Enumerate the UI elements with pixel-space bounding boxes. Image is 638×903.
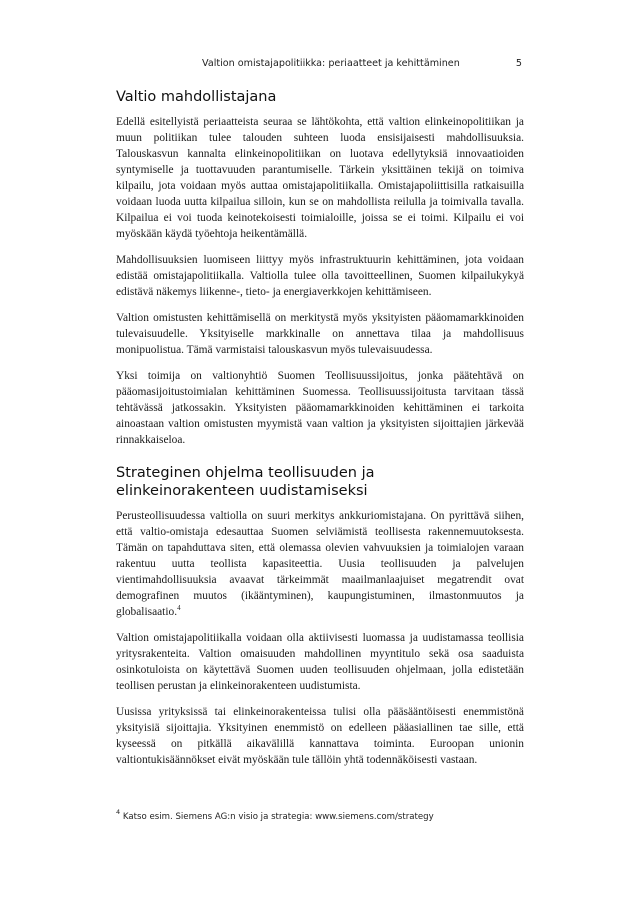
paragraph — [116, 508, 524, 620]
heading-line-1: Strateginen ohjelma teollisuuden ja — [116, 465, 375, 481]
paragraph-text: Perusteollisuudessa valtiolla on suuri merkitys ankkuriomistajana. On pyrittävä siihen, että valtio-omistaja edesauttaa Suomen selviämistä teollisesta rakennemuutoksesta. Tämän on tapahduttava siten, että olemassa olevien vahvuuksien ja toimialojen varaan rakentuu uutta teollista kapasiteettia. Uusia teollisuuden ja palvelujen vientimahdollisuuksia avaavat tärkeimmät maailmanlaajuiset megatrendit ovat demografinen muutos (ikääntyminen), kaupungistuminen, ilmastonmuutos ja globalisaatio. — [116, 510, 524, 618]
footnote — [116, 808, 536, 822]
footnote-reference[interactable]: 4 — [177, 604, 181, 613]
paragraph: Valtion omistajapolitiikalla voidaan olla aktiivisesti luomassa ja uudistamassa teollisia yritysrakenteita. Valtion omaisuuden mahdollinen myyntitulo sekä osa saaduista osinkotuloista on käytettävä Suomen uuden teollisuuden ohjelmaan, jolla edistetään teollisen perustan ja elinkeinorakenteen uudistumista. — [116, 632, 524, 692]
paragraph: Uusissa yrityksissä tai elinkeinorakenteissa tulisi olla pääsääntöisesti enemmistönä yksityisiä sijoittajia. Yksityinen enemmistö on edelleen pääasiallinen tae sille, että kyseessä on pitkällä aikavälillä kannattava toiminta. Euroopan unionin valtiontukisäännökset eivät myöskään tule tällöin yhtä todennäköisesti vastaan. — [116, 706, 524, 766]
page-number: 5 — [515, 58, 522, 69]
paragraph: Mahdollisuuksien luomiseen liittyy myös infrastruktuurin kehittäminen, jota voidaan edistää omistajapolitiikalla. Valtiolla tulee olla tavoitteellinen, Suomen kilpailukykyä edistävä näkemys liikenne-, tieto- ja energiaverkkojen kehittämiseen. — [116, 254, 524, 298]
paragraph: Valtion omistusten kehittämisellä on merkitystä myös yksityisten pääomamarkkinoiden tulevaisuudelle. Yksityiselle markkinalle on annettava tilaa ja mahdollisuus monipuolistua. Tämä varmistaisi talouskasvun myös tulevaisuudessa. — [116, 312, 524, 356]
section-heading-strateginen-ohjelma — [116, 464, 524, 500]
running-title: Valtion omistajapolitiikka: periaatteet ja kehittäminen — [202, 58, 460, 69]
page-body — [116, 88, 524, 778]
footnote-text: Katso esim. Siemens AG:n visio ja strategia: www.siemens.com/strategy — [122, 812, 434, 822]
footnote-number: 4 — [116, 808, 121, 816]
section-heading-valtio-mahdollistajana: Valtio mahdollistajana — [116, 89, 277, 105]
paragraph: Edellä esitellyistä periaatteista seuraa se lähtökohta, että valtion elinkeinopolitiikan ja muun politiikan tulee talouden suhteen luoda ensisijaisesti mahdollisuuksia. Talouskasvun kannalta elinkeinopolitiikan on luotava edellytyksiä innovaatioiden syntymiselle ja tuottavuuden parantumiselle. Tärkein yksittäinen tekijä on toimiva kilpailu, jota voidaan myös auttaa omistajapolitiikalla. Omistajapoliittisilla ratkaisuilla voidaan luoda uutta kilpailua silloin, kun se on mahdollista reilulla ja toimivalla tavalla. Kilpailua ei voi tuoda keinotekoisesti toimialoille, joissa se ei toimi. Kilpailu ei voi myöskään käydä työehtoja heikentämällä. — [116, 116, 524, 240]
paragraph: Yksi toimija on valtionyhtiö Suomen Teollisuussijoitus, jonka päätehtävä on pääomasijoitustoimialan kehittäminen Suomessa. Teollisuussijoitusta tarvitaan tässä tehtävässä jatkossakin. Yksityisten pääomamarkkinoiden kehittäminen ei tarkoita ainoastaan valtion omistusten myymistä vaan valtion ja yksityisten sijoittajien järkevää rinnakkaiseloa. — [116, 370, 524, 446]
heading-line-2: elinkeinorakenteen uudistamiseksi — [116, 483, 368, 499]
